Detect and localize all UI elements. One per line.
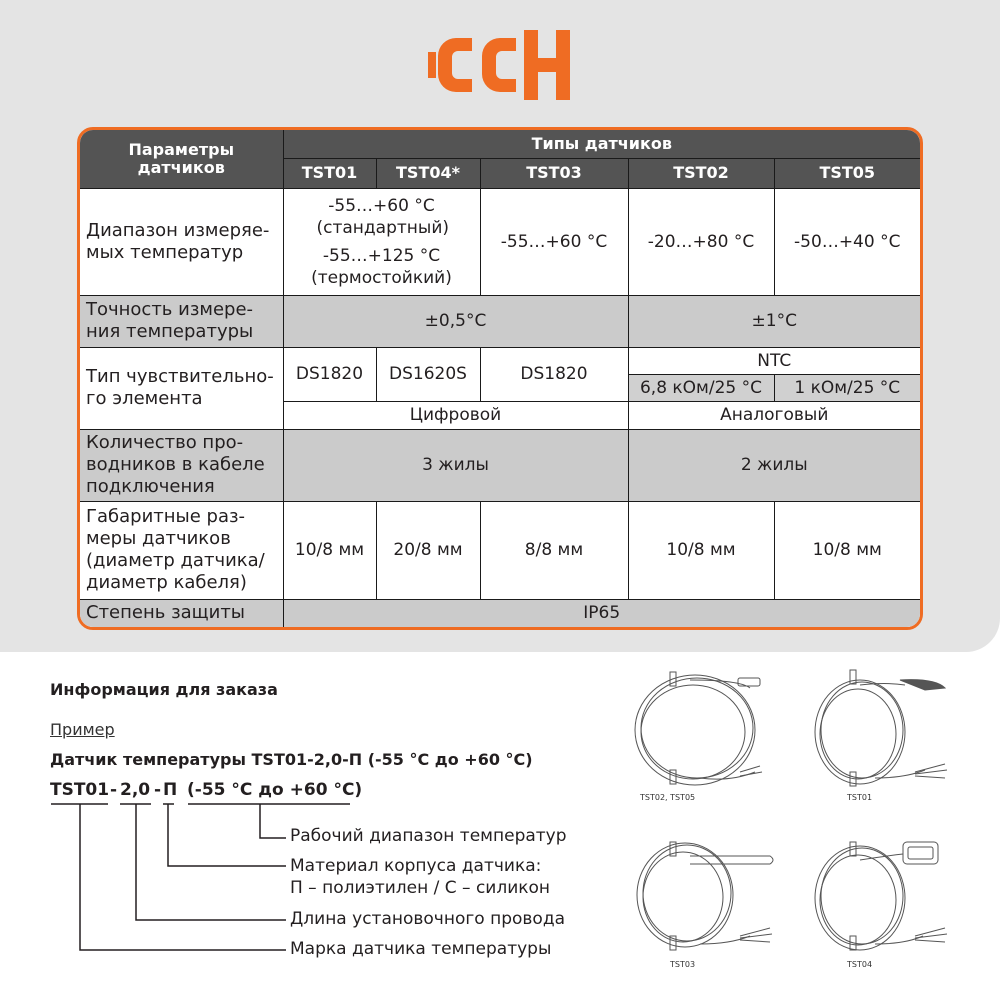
range-heat-resistant: -55…+125 °C (термостойкий)	[311, 245, 452, 288]
code-part-range: (-55 °C до +60 °C)	[187, 780, 363, 800]
range-tst05: -50…+40 °C	[774, 188, 920, 295]
code-part-brand: TST01	[50, 780, 110, 800]
sensor-tst02-tst05-image	[630, 660, 800, 800]
size-tst02: 10/8 мм	[628, 501, 774, 599]
range-label: Диапазон измеряе-мых температур	[80, 188, 283, 295]
param-header: Параметры датчиков	[80, 130, 283, 188]
code-part-length: 2,0	[120, 780, 151, 800]
accuracy-analog: ±1°C	[628, 295, 920, 347]
desc-range: Рабочий диапазон температур	[290, 826, 567, 846]
desc-brand: Марка датчика температуры	[290, 939, 552, 959]
range-tst03: -55…+60 °C	[480, 188, 628, 295]
size-label: Габаритные раз-меры датчиков (диаметр датчика/ диаметр кабеля)	[80, 501, 283, 599]
element-ntc: NTC	[628, 347, 920, 374]
wires-digital: 3 жилы	[283, 429, 628, 501]
desc-material-1: Материал корпуса датчика:	[290, 856, 542, 876]
element-tst01: DS1820	[283, 347, 376, 401]
size-tst05: 10/8 мм	[774, 501, 920, 599]
order-info	[50, 680, 610, 980]
size-tst01: 10/8 мм	[283, 501, 376, 599]
sensor-tst01-image	[805, 660, 975, 800]
type-tst04: TST04*	[376, 158, 480, 188]
element-tst03: DS1820	[480, 347, 628, 401]
sensor-images	[630, 660, 970, 980]
wires-analog: 2 жилы	[628, 429, 920, 501]
desc-material-2: П – полиэтилен / С – силикон	[290, 878, 551, 898]
sensor-spec-table	[77, 127, 923, 630]
element-label: Тип чувствительного элемента	[80, 347, 283, 429]
element-tst04: DS1620S	[376, 347, 480, 401]
types-header: Типы датчиков	[283, 130, 920, 158]
range-tst01-tst04	[283, 188, 480, 295]
element-tst02: 6,8 кОм/25 °C	[628, 374, 774, 401]
accuracy-digital: ±0,5°C	[283, 295, 628, 347]
range-tst02: -20…+80 °C	[628, 188, 774, 295]
caption-tst03: TST03	[670, 960, 696, 969]
caption-tst02-tst05: TST02, TST05	[640, 793, 696, 802]
order-title: Информация для заказа	[50, 680, 278, 699]
type-tst05: TST05	[774, 158, 920, 188]
caption-tst01: TST01	[847, 793, 873, 802]
element-analog: Аналоговый	[628, 401, 920, 429]
order-example-label: Пример	[50, 720, 115, 739]
caption-tst04: TST04	[847, 960, 873, 969]
code-dash-1: -	[110, 780, 118, 800]
size-tst03: 8/8 мм	[480, 501, 628, 599]
code-dash-2: -	[154, 780, 162, 800]
code-part-material: П	[163, 780, 178, 800]
element-tst05: 1 кОм/25 °C	[774, 374, 920, 401]
type-tst02: TST02	[628, 158, 774, 188]
order-full-code: Датчик температуры TST01-2,0-П (-55 °C до +60 °C)	[50, 750, 533, 769]
protection-value: IP65	[283, 599, 920, 627]
element-digital: Цифровой	[283, 401, 628, 429]
range-standard: -55…+60 °C (стандартный)	[316, 195, 449, 238]
accuracy-label: Точность измере-ния температуры	[80, 295, 283, 347]
sensor-tst04-image	[805, 820, 975, 960]
protection-label: Степень защиты	[80, 599, 283, 627]
desc-length: Длина установочного провода	[290, 909, 565, 929]
company-logo	[428, 30, 573, 100]
sensor-tst03-image	[630, 820, 800, 960]
size-tst04: 20/8 мм	[376, 501, 480, 599]
wires-label: Количество про-водников в кабеле подключения	[80, 429, 283, 501]
type-tst03: TST03	[480, 158, 628, 188]
type-tst01: TST01	[283, 158, 376, 188]
